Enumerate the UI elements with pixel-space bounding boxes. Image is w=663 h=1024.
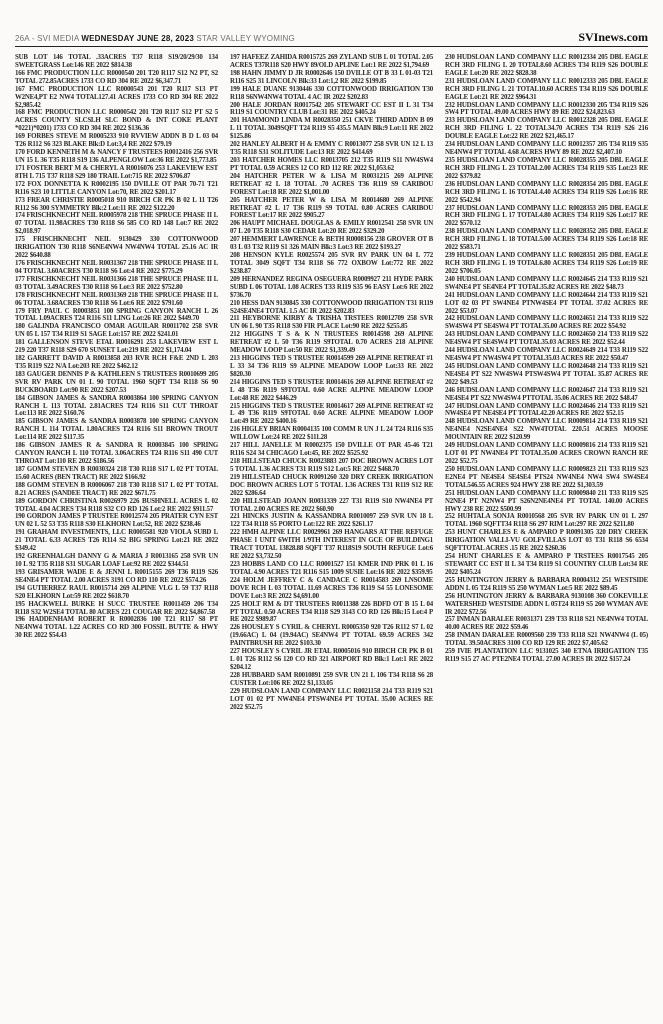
tax-entry: 206 HAUPT MICHAEL DOUGLAS & EMILY R0012541 258 SVR UN 07 L 20 T35 R118 S30 CEDAR Lot:20 RE 2022 $329.20	[230, 220, 433, 236]
tax-entry: 223 HOBBS LAND CO LLC R0001527 151 KMER IND PRK 01 L 16 TOTAL 4.90 ACRES T21 R116 S15 1009 SUSIE Lot:16 RE 2022 $359.95	[230, 561, 433, 576]
tax-entry: 213 HIGGINS TED S TRUSTEE R0014599 269 ALPINE RETREAT #1 L 33 34 T36 R119 S9 ALPINE MEADOW LOOP Lot:33 RE 2022 $820.30	[230, 355, 433, 378]
tax-entry: 196 HADDENHAM ROBERT R R0002836 100 T21 R117 S8 PT NE4NW4 TOTAL 1.22 ACRES CO RD 300 FOSSIL BUTTE & HWY 30 RE 2022 $54.43	[15, 616, 218, 640]
tax-entry: 200 HALE JORDAN R0017542 205 STEWART CC EST II L 31 T34 R119 S1 COUNTRY CLUB Lot:31 RE 2022 $405.24	[230, 101, 433, 117]
tax-entry: 191 GRAHAM INVESTMENTS, LLC R0005581 920 VIOLA SUBD L 21 TOTAL 6.33 ACRES T26 R114 S2 BIG SPRING Lot:21 RE 2022 $349.42	[15, 529, 218, 553]
tax-entry: 259 IVIE PLANTATION LLC 9131025 340 ETNA IRRIGATION T35 R119 S15 27 AC PTE2NE4 TOTAL 27.00 ACRES IR 2022 $157.24	[445, 648, 648, 664]
tax-entry: 254 HUNT CHARLES E & AMPARO P TRSTEES R0017545 205 STEWART CC EST II L 34 T34 R119 S1 COUNTRY CLUB Lot:34 RE 2022 $405.24	[445, 553, 648, 576]
tax-list-columns	[15, 54, 648, 1006]
tax-entry: 179 FRY PAUL C R0003851 100 SPRING CANYON RANCH L 26 TOTAL 1.09ACRES T24 R116 S11 LING Lot:26 RE 2022 $449.70	[15, 307, 218, 323]
tax-entry: 238 HUDSLOAN LAND COMPANY LLC R0028352 205 DBL EAGLE RCH 3RD FILING L 18 TOTAL5.00 ACRES T34 R119 S26 Lot:18 RE 2022 $583.71	[445, 228, 648, 252]
tax-entry: 225 HOLT RM & DT TRUSTEES R0011388 226 BDFD OT B 15 L 04 PT TOTAL 0.50 ACRES T34 R118 S29 3143 CO RD 126 Blk:15 Lot:4 P RE 2022 $989.87	[230, 600, 433, 624]
tax-entry: 257 INMAN DARALEE R0031371 239 T33 R118 S21 NE4NW4 TOTAL 40.00 ACRES RE 2022 $59.46	[445, 616, 648, 632]
tax-entry: 190 GORDON JAMES P TRUSTEE R0012574 205 PRATER CYN EST UN 02 L 52 53 T35 R118 S30 ELKHORN Lot:52, RE 2022 $238.46	[15, 513, 218, 529]
tax-entry: 189 GORDON CHRISTINA R0026979 226 BUSHNELL ACRES L 02 TOTAL 4.04 ACRES T34 R118 S32 CO RD 126 Lot:2 RE 2022 $911.57	[15, 497, 218, 513]
tax-entry: 207 HEMMERT LAWRENCE & BETH R0008156 238 GROVER OT B 03 L 03 T32 R119 S1 326 MAIN Blk:3 Lot:3 RE 2022 $193.27	[230, 236, 433, 252]
tax-entry: 197 HAFEEZ ZAHIDA R0015725 269 ZYLAND SUB L 01 TOTAL 2.05 ACRES T37R118 S20 HWY 89/OLD APLINE Lot:1 RE 2022 $1,794.69	[230, 54, 433, 69]
tax-entry: 227 HOUSLEY S CYRIL JR ETAL R0005016 910 BIRCH CR PK B 01 L 01 T26 R112 S6 120 CO RD 321 AIRPORT RD Blk:1 Lot:1 RE 2022 $204.12	[230, 648, 433, 671]
tax-entry: 184 GIBSON JAMES & SANDRA R0003864 100 SPRING CANYON RANCH L 113 TOTAL 2.81ACRES T24 R116 S11 CUT THROAT Lot:113 RE 2022 $160.76	[15, 394, 218, 418]
tax-entry: 241 HUDSLOAN LAND COMPANY LLC R0024644 214 T33 R119 S21 LOT 02 03 PT SW4NE4 PTNW4SE4 PT TOTAL 37.02 ACRES RE 2022 $53.07	[445, 291, 648, 315]
tax-entry: 178 FRISCHKNECHT NEIL R0031369 218 THE SPRUCE PHASE II L 06 TOTAL 3.68ACRES T30 R118 S6 Lot:6 RE 2022 $791.60	[15, 291, 218, 307]
masthead-website: SVInews.com	[578, 30, 648, 44]
tax-entry: 212 HIGGINS T S & K N TRUSTEES R0014598 269 ALPINE RETREAT #2 L 50 T36 R119 S9TOTAL 0.70 ACRES 218 ALPINE MEADOW LOOP Lot:50 RE 2022 $1,339.49	[230, 331, 433, 355]
tax-entry: 174 FRISCHKNECHT NEIL R0005978 218 THE SPRUCE PHASE II L 07 TOTAL 11.98ACRES T30 R118 S6 585 CO RD 148 Lot:7 RE 2022 $2,018.97	[15, 212, 218, 236]
tax-entry: 256 HUNTINGTON JERRY & BARBARA 9130108 360 COKEVILLE WATERSHED WESTSIDE ADDN L 05T24 R119 S5 260 WYMAN AVE IR 2022 $72.56	[445, 592, 648, 616]
masthead-location: STAR VALLEY WYOMING	[194, 34, 295, 43]
tax-entry: 224 HOLM JEFFREY C & CANDACE C R0014583 269 LNSOME DOVE RCH L 03 TOTAL 11.69 ACRES T36 R119 S4 55 LONESOME DOVE Lot:3 RE 2022 $4,691.00	[230, 576, 433, 600]
tax-entry: 188 GOMM STEVEN B R0006067 218 T30 R118 S17 L 02 PT TOTAL 8.21 ACRES (SANDEE TRACT) RE 2022 $671.75	[15, 481, 218, 497]
tax-entry: 211 HEYBORNE KIRBY & TRISHA TRSTEES R0012709 258 SVR UN 06 L 90 T35 R118 S30 FIR PLACE Lot:90 RE 2022 $255.85	[230, 315, 433, 331]
tax-entry: 245 HUDSLOAN LAND COMPANY LLC R0024648 214 T33 R119 S21 NE4SE4 PT S22 NW4SW4 PTSW4SW4 PT TOTAL 35.87 ACRES RE 2022 $49.53	[445, 362, 648, 386]
tax-entry: 233 HUDSLOAN LAND COMPANY LLC R0012328 205 DBL EAGLE RCH 3RD FILING L 22 TOTAL34.70 ACRES T34 R119 S26 216 DOUBLE EAGLE Lot:22 RE 2022 $21,465.17	[445, 117, 648, 141]
tax-entry: 193 GRISAMER WADE E & JENNI L R0015155 269 T36 R119 S26 SE4NE4 PT TOTAL 2.00 ACRES 3191 CO RD 110 RE 2022 $574.26	[15, 568, 218, 584]
tax-entry: 239 HUDSLOAN LAND COMPANY LLC R0028351 205 DBL EAGLE RCH 3RD FILING L 19 TOTAL6.80 ACRES T34 R119 S26 Lot:19 RE 2022 $706.05	[445, 252, 648, 275]
tax-entry: 195 HACKWELL BURKE H SUCC TRUSTEE R0011459 206 T34 R118 S32 W2SE4 TOTAL 80 ACRES 221 COUGAR RE 2022 $4,867.58	[15, 600, 218, 616]
tax-entry: 182 GARRETT DAVID A R0013858 203 RVR RCH F&E 2ND L 203 T35 R119 S22 N/A Lot:203 RE 2022 $462.12	[15, 355, 218, 370]
tax-entry: 202 HANLEY ALBERT H & EMMY C R0013077 258 SVR UN 12 L 13 T35 R118 S31 SOLITUDE Lot:13 RE 2022 $414.69	[230, 141, 433, 157]
tax-entry: 185 GIBSON JAMES & SANDRA R0003878 100 SPRING CANYON RANCH L 114 TOTAL 1.80ACRES T24 R116 S11 BROWN TROUT Lot:114 RE 2022 $117.35	[15, 418, 218, 442]
tax-entry: 180 GALINDA FRANCISCO OMAR AGUILAR R0011702 258 SVR UN 05 L 157 T34 R119 S1 SAGE Lot:157 RE 2022 $241.01	[15, 323, 218, 339]
tax-entry: 181 GALLENSON STEVE ETAL R0016291 253 LAKEVIEW EST L 219 220 T37 R118 S29 670 SUNSET Lot:219 RE 2022 $1,174.04	[15, 339, 218, 355]
tax-entry: 187 GOMM STEVEN B R0030324 218 T30 R118 S17 L 02 PT TOTAL 15.60 ACRES (BEN TRACT) RE 2022 $166.92	[15, 465, 218, 481]
tax-entry: 199 HALE DUANE 9130446 330 COTTONWOOD IRRIGATION T30 R118 S6NW4NW4 TOTAL 4 AC IR 2022 $202.83	[230, 85, 433, 101]
tax-entry: 226 HOUSLEY S CYRIL & CHERYL R0005350 920 T26 R112 S7 L 02 (19.66AC) L 04 (19.94AC) SE4NW4 PT TOTAL 69.59 ACRES 342 PAINTBRUSH RE 2022 $103.30	[230, 624, 433, 648]
tax-entry: 244 HUDSLOAN LAND COMPANY LLC R0024649 214 T33 R119 S22 NE4SW4 PT NW4SW4 PT TOTAL35.03 ACRES RE 2022 $50.47	[445, 347, 648, 363]
tax-entry: 183 GAUGER DENNIS P & KATHLEEN S TRUSTEES R0010699 205 SVR RV PARK UN 01 L 90 TOTAL 1960 SQFT T34 R118 S6 90 BUCKBOARD Lot:90 RE 2022 $207.53	[15, 370, 218, 394]
tax-entry: 198 HAHN JIMMY D JR R0002646 150 DVILLE OT B 33 L 01-03 T21 R116 S25 31 LINCOLN Blk:33 Lot:1,2 RE 2022 $199.85	[230, 69, 433, 85]
tax-entry: 242 HUDSLOAN LAND COMPANY LLC R0024651 214 T33 R119 S22 SW4SW4 PT SE4SW4 PT TOTAL35.00 ACRES RE 2022 $54.92	[445, 315, 648, 331]
tax-entry: 250 HUDSLOAN LAND COMPANY LLC R0009823 211 T33 R119 S23 E2NE4 PT NE4SE4 SE4SE4 PTS24 NW4NE4 NW4 SW4 SW4SE4 TOTAL546.55 ACRES 924 HWY 238 RE 2022 $1,303.59	[445, 465, 648, 489]
tax-entry: 214 HIGGINS TED S TRUSTEE R0014616 269 ALPINE RETREAT #2 L 48 T36 R119 S9TOTAL 0.60 ACRE ALPINE MEADOW LOOP Lot:48 RE 2022 $446.29	[230, 378, 433, 402]
tax-entry: 204 HATCHER PETER W & LISA M R0031215 269 ALPINE RETREAT #2 L 18 TOTAL .70 ACRES T36 R119 S9 CARIBOU FOREST Lot:18 RE 2022 $1,001.00	[230, 172, 433, 196]
tax-entry: 253 HUNT CHARLES E & AMPARO P R0091305 320 DRY CREEK IRRIGATION VALLI-VU GOLFVILLAS LOT 03 T31 R118 S6 6534 SQFTTOTAL ACRES .15 RE 2022 $260.36	[445, 529, 648, 553]
tax-entry: 228 HUBBARD SAM R0010891 259 SVR UN 21 L 106 T34 R118 S6 28 CUSTER Lot:106 RE 2022 $1,133.05	[230, 671, 433, 687]
tax-list-column-3	[445, 54, 648, 1006]
tax-entry: 232 HUDSLOAN LAND COMPANY LLC R0012330 205 T34 R119 S26 SW4 PT TOTAL 49.00 ACRES HWY 89 RE 2022 $24,823.63	[445, 101, 648, 117]
tax-entry: 221 HINCKS JUSTIN & KASSANDRA R0010097 259 SVR UN 18 L 122 T34 R118 S5 PORTO Lot:122 RE 2022 $261.17	[230, 513, 433, 529]
tax-entry: 249 HUDSLOAN LAND COMPANY LLC R0009816 214 T33 R119 S21 LOT 01 PT NW4NE4 PT TOTAL35.00 ACRES CROWN RANCH RE 2022 $52.75	[445, 442, 648, 466]
masthead-rule	[15, 46, 648, 47]
tax-entry: 215 HIGGINS TED S TRUSTEE R0014617 269 ALPINE RETREAT #2 L 49 T36 R119 S9TOTAL 0.60 ACRE ALPINE MEADOW LOOP Lot:49 RE 2022 $400.16	[230, 402, 433, 426]
tax-list-column-1	[15, 54, 218, 1006]
page-edition-label: 26A - SVI MEDIA	[15, 34, 82, 43]
tax-entry: 176 FRISCHKNECHT NEIL R0031367 218 THE SPRUCE PHASE II L 04 TOTAL 3.60ACRES T30 R118 S6 Lot:4 RE 2022 $775.29	[15, 259, 218, 275]
tax-entry: 230 HUDSLOAN LAND COMPANY LLC R0012334 205 DBL EAGLE RCH 3RD FILING L 20 TOTAL8.60 ACRES T34 R119 S26 DOUBLE EAGLE Lot:20 RE 2022 $828.38	[445, 54, 648, 77]
tax-entry: 201 HAMMOND LINDA M R0028350 251 CKVE THIRD ADDN B 09 L 11 TOTAL 3049SQFT T24 R119 S5 435.5 MAIN Blk:9 Lot:11 RE 2022 $125.86	[230, 117, 433, 141]
tax-entry: 222 HMH ALPINE LLC R0029961 269 HANGARS AT THE REFUGE PHASE I UNIT 6WITH 1/9TH INTEREST IN GCE OF BUILDING1 TRACT TOTAL 13828.88 SQFT T37 R118S19 SOUTH REFUGE Lot:6 RE 2022 $3,732.50	[230, 529, 433, 561]
tax-entry: 172 FOX DONNETTA K R0002195 150 DVILLE OT PAR 70-71 T21 R116 S23 10 LITTLE CANYON Lot:70, RE 2022 $201.17	[15, 180, 218, 196]
tax-entry: 234 HUDSLOAN LAND COMPANY LLC R0012357 205 T34 R119 S35 NE4NW4 PT TOTAL 4.68 ACRES HWY 89 RE 2022 $2,407.10	[445, 141, 648, 157]
tax-entry: SUB LOT 146 TOTAL .33ACRES T37 R118 S19/20/29/30 134 SWEETGRASS Lot:146 RE 2022 $814.38	[15, 54, 218, 69]
tax-entry: 220 HILLSTEAD JOANN R0031339 227 T31 R119 S10 NW4NE4 PT TOTAL 2.00 ACRES RE 2022 $60.90	[230, 497, 433, 513]
tax-entry: 247 HUDSLOAN LAND COMPANY LLC R0024646 214 T33 R119 S21 NW4SE4 PT NE4SE4 PT TOTAL42.20 ACRES RE 2022 $52.15	[445, 402, 648, 418]
tax-entry: 219 HILLSTEAD CHUCK R0091260 320 DRY CREEK IRRIGATION DOC BROWN ACRES LOT 5 TOTAL 1.36 ACRES T31 R119 S12 RE 2022 $286.64	[230, 473, 433, 497]
tax-entry: 166 FMC PRODUCTION LLC R0000540 201 T20 R117 S12 N2 PT, S2 TOTAL 272.85ACRES 1733 CO RD 304 RE 2022 $6,347.71	[15, 69, 218, 85]
tax-entry: 177 FRISCHKNECHT NEIL R0031366 218 THE SPRUCE PHASE II L 03 TOTAL 3.49ACRES T30 R118 S6 Lot:3 RE 2022 $752.80	[15, 275, 218, 291]
tax-entry: 246 HUDSLOAN LAND COMPANY LLC R0024647 214 T33 R119 S21 NE4SE4 PT S22 NW4SW4 PTTOTAL 35.06 ACRES RE 2022 $48.47	[445, 386, 648, 402]
tax-entry: 194 GUTIERREZ RAUL R0015714 269 ALPINE VLG L 59 T37 R118 S20 ELKHORN Lot:59 RE 2022 $618.70	[15, 584, 218, 600]
tax-entry: 208 HENSON KYLE R0025574 205 SVR RV PARK UN 04 L 772 TOTAL 3049 SQFT T34 R118 S6 772 OXBOW Lot:772 RE 2022 $238.87	[230, 252, 433, 275]
tax-entry: 192 GREENHALGH DANNY G & MARIA J R0013165 258 SVR UN 10 L 92 T35 R118 S31 SUGAR LOAF Lot:92 RE 2022 $344.51	[15, 553, 218, 568]
tax-entry: 255 HUNTINGTON JERRY & BARBARA R0004312 251 WESTSIDE ADDN L 05 T24 R119 S5 250 WYMAN Lot:5 RE 2022 $89.45	[445, 576, 648, 592]
tax-entry: 205 HATCHER PETER W & LISA M R0014680 269 ALPINE RETREAT #2 L 17 T36 R119 S9 TOTAL 0.80 ACRES CARIBOU FOREST Lot:17 RE 2022 $905.27	[230, 196, 433, 220]
tax-entry: 218 HILLSTEAD CHUCK R0023883 207 DOC BROWN ACRES LOT 5 TOTAL 1.36 ACRES T31 R119 S12 Lot:5 RE 2022 $468.70	[230, 458, 433, 473]
tax-entry: 235 HUDSLOAN LAND COMPANY LLC R0028355 205 DBL EAGLE RCH 3RD FILING L 23 TOTAL2.00 ACRES T34 R119 S35 Lot:23 RE 2022 $379.82	[445, 156, 648, 180]
tax-entry: 169 FORBES STEVE M R0005233 910 RVVIEW ADDN B D L 03 04 T26 R112 S6 323 BLAKE Blk:D Lot:3,4 RE 2022 $79.19	[15, 133, 218, 149]
tax-entry: 258 INMAN DARALEE R0009560 239 T33 R118 S21 NW4NW4 (L 05) TOTAL 39.50ACRES 3100 CO RD 129 RE 2022 $7,405.62	[445, 632, 648, 648]
tax-entry: 231 HUDSLOAN LAND COMPANY LLC R0012333 205 DBL EAGLE RCH 3RD FILING L 21 TOTAL10.60 ACRES T34 R119 S26 DOUBLE EAGLE Lot:21 RE 2022 $964.31	[445, 77, 648, 101]
tax-entry: 243 HUDSLOAN LAND COMPANY LLC R0024650 214 T33 R119 S22 NE4SW4 PT SE4SW4 PT TOTAL35.03 ACRES RE 2022 $52.44	[445, 331, 648, 347]
tax-entry: 175 FRISCHKNECHT NEIL 9130429 330 COTTONWOOD IRRIGATION T30 R118 S6NE4NW4 NW4NW4 TOTAL 25.16 AC IR 2022 $640.88	[15, 236, 218, 260]
tax-entry: 170 FORD KENNETH M & NANCY F TRUSTEES R0012416 256 SVR UN 15 L 36 T35 R118 S19 136 ALPENGLOW Lot:36 RE 2022 $1,773.85	[15, 149, 218, 164]
tax-entry: 167 FMC PRODUCTION LLC R0000543 201 T20 R117 S13 PT W2NE4,PT E2 NW4 TOTAL127.41 ACRES 1733 CO RD 304 RE 2022 $2,985.42	[15, 85, 218, 109]
masthead-left	[15, 34, 295, 43]
tax-entry: 252 HUHTALA SONJA R0010568 205 SVR RV PARK UN 01 L 297 TOTAL 1960 SQFTT34 R118 S6 297 RIM Lot:297 RE 2022 $211.80	[445, 513, 648, 529]
masthead	[15, 30, 648, 45]
tax-entry: 210 HESS DAN 9130845 330 COTTONWOOD IRRIGATION T31 R119 S24SE4NE4 TOTAL 1.5 AC IR 2022 $202.83	[230, 299, 433, 315]
tax-entry: 203 HATCHER HOMES LLC R0013705 212 T35 R119 S11 NW4SW4 PT TOTAL 0.59 ACRES 12 CO RD 112 RE 2022 $1,053.62	[230, 156, 433, 172]
tax-entry: 171 FOSTER BERT M & CHERYL A R0016076 253 LAKEVIEW EST 8TH L 715 T37 R118 S29 180 TRAIL Lot:715 RE 2022 $706.87	[15, 164, 218, 180]
tax-entry: 217 HILL JANELLE M R0002375 150 DVILLE OT PAR 45-46 T21 R116 S24 34 CHICAGO Lot:45, RE 2022 $525.92	[230, 442, 433, 458]
tax-entry: 216 HIGLEY BRIAN R0004135 100 COMM R UN J L 24 T24 R116 S35 WILLOW Lot:24 RE 2022 $111.28	[230, 426, 433, 442]
tax-entry: 186 GIBSON JAMES R & SANDRA R R0003845 100 SPRING CANYON RANCH L 110 TOTAL 3.06ACRES T24 R116 S11 490 CUT THROAT Lot:110 RE 2022 $186.56	[15, 442, 218, 466]
tax-entry: 173 FREAR CHRISTIE R0005018 910 BIRCH CR PK B 02 L 11 T26 R112 S6 300 SYMMETRY Blk:2 Lot:11 RE 2022 $122.20	[15, 196, 218, 212]
masthead-date: WEDNESDAY JUNE 28, 2023	[81, 34, 194, 43]
tax-entry: 237 HUDSLOAN LAND COMPANY LLC R0028353 205 DBL EAGLE RCH 3RD FILING L 17 TOTAL4.80 ACRES T34 R119 S26 Lot:17 RE 2022 $570.12	[445, 204, 648, 228]
tax-list-column-2	[230, 54, 433, 1006]
tax-entry: 229 HUDSLOAN LAND COMPANY LLC R0021158 214 T33 R119 S21 LOT 01 02 PT NW4NE4 PTSW4NE4 PT TOTAL 35.00 ACRES RE 2022 $52.75	[230, 687, 433, 711]
tax-entry: 248 HUDSLOAN LAND COMPANY LLC R0009814 214 T33 R119 S21 NE4NE4 N2SE4NE4 S22 NW4TOTAL 220.51 ACRES MOOSE MOUNTAIN RE 2022 $120.99	[445, 418, 648, 442]
tax-entry: 251 HUDSLOAN LAND COMPANY LLC R0009840 211 T33 R119 S25 N2NE4 PT N2NW4 PT S26N2NE4NE4 PT TOTAL 140.00 ACRES HWY 238 RE 2022 $500.99	[445, 489, 648, 513]
tax-entry: 240 HUDSLOAN LAND COMPANY LLC R0024645 214 T33 R119 S21 SW4NE4 PT SE4NE4 PT TOTAL35.82 ACRES RE 2022 $48.73	[445, 275, 648, 291]
tax-entry: 209 HERNANDEZ REGINA OSEGUERA R0009927 211 HYDE PARK SUBD L 06 TOTAL 1.08 ACRES T33 R119 S35 96 EASY Lot:6 RE 2022 $736.70	[230, 275, 433, 299]
tax-entry: 236 HUDSLOAN LAND COMPANY LLC R0028354 205 DBL EAGLE RCH 3RD FILING L 16 TOTAL4.40 ACRES T34 R119 S26 Lot:16 RE 2022 $542.94	[445, 180, 648, 204]
tax-entry: 168 FMC PRODUCTION LLC R0000542 201 T20 R117 S12 PT S2 5 ACRES COUNTY SLCSLH SLC BOND & INT COKE PLANT *0221)*0201) 1733 CO RD 304 RE 2022 $136.36	[15, 109, 218, 133]
